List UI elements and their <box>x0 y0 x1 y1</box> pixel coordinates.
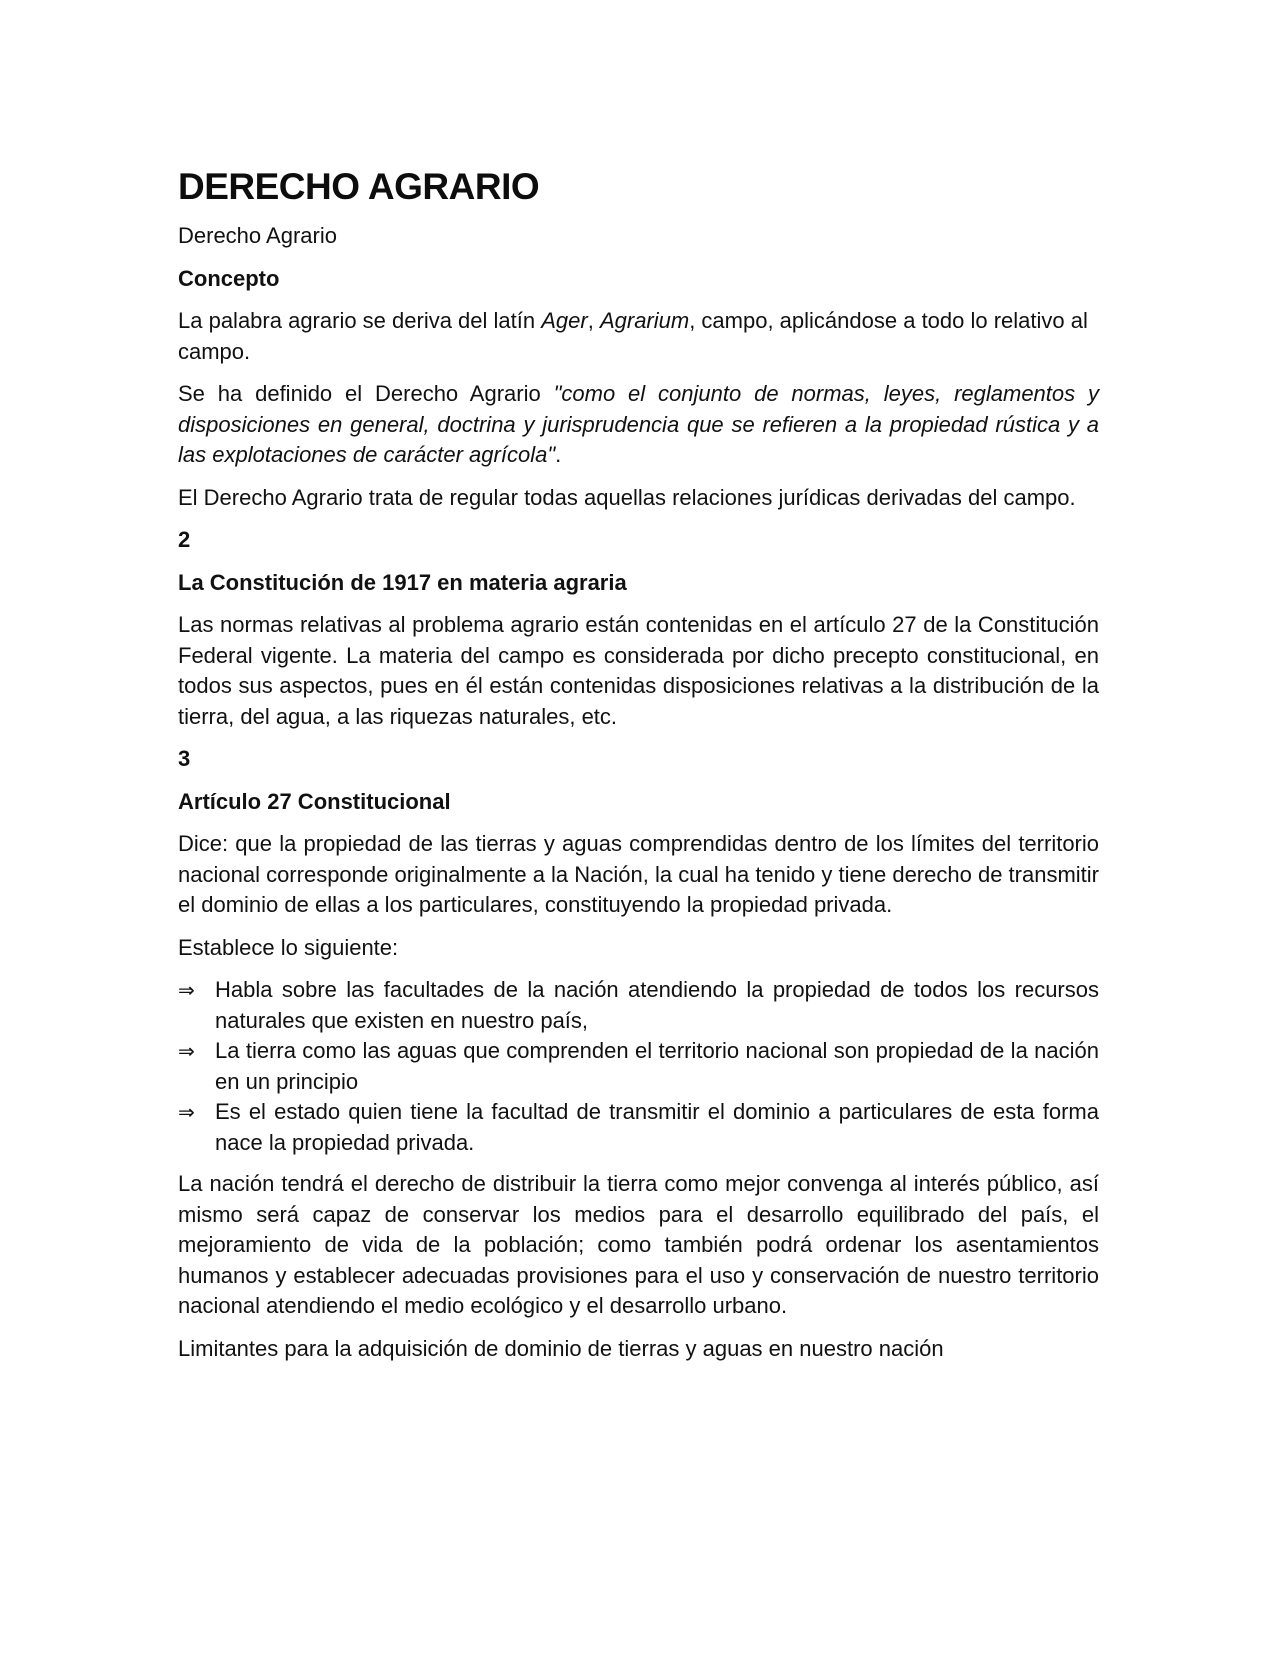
articulo-paragraph: Dice: que la propiedad de las tierras y aguas comprendidas dentro de los límites del territorio nacional corresponde originalmente a la Nación, la cual ha tenido y tiene derecho de transmitir el dominio de ellas a los particulares, constituyendo la propiedad privada. <box>178 831 1099 917</box>
regulation-paragraph: El Derecho Agrario trata de regular todas aquellas relaciones jurídicas derivadas del campo. <box>178 484 1076 510</box>
concepto-heading: Concepto <box>178 265 280 291</box>
concepto-paragraph: La palabra agrario se deriva del latín Ager, Agrarium, campo, aplicándose a todo lo relativo al campo. <box>178 308 1088 364</box>
limitantes-paragraph: Limitantes para la adquisición de dominio de tierras y aguas en nuestro nación <box>178 1335 944 1361</box>
document-title: DERECHO AGRARIO <box>178 166 540 207</box>
constitucion-paragraph: Las normas relativas al problema agrario están contenidas en el artículo 27 de la Constitución Federal vigente. La materia del campo es considerada por dicho precepto constitucional, en todos sus aspectos, pues en él están contenidas disposiciones relativas a la distribución de la tierra, del agua, a las riquezas naturales, etc. <box>178 612 1099 729</box>
nacion-paragraph: La nación tendrá el derecho de distribuir la tierra como mejor convenga al interés público, así mismo será capaz de conservar los medios para el desarrollo equilibrado del país, el mejoramiento de vida de la población; como también podrá ordenar los asentamientos humanos y establecer adecuadas provisiones para el uso y conservación de nuestro territorio nacional atendiendo el medio ecológico y el desarrollo urbano. <box>178 1171 1099 1318</box>
double-arrow-icon: ⇒ <box>178 1100 195 1124</box>
definition-paragraph: Se ha definido el Derecho Agrario "como el conjunto de normas, leyes, reglamentos y disposiciones en general, doctrina y jurisprudencia que se refieren a la propiedad rústica y a las explotaciones de carácter agrícola". <box>178 381 1099 467</box>
constitucion-heading: La Constitución de 1917 en materia agraria <box>178 569 627 595</box>
subtitle: Derecho Agrario <box>178 223 337 248</box>
section-number-3: 3 <box>178 746 191 771</box>
list-item: ⇒ La tierra como las aguas que comprenden el territorio nacional son propiedad de la nación en un principio <box>178 1038 1099 1094</box>
double-arrow-icon: ⇒ <box>178 978 195 1002</box>
list-item: ⇒ Es el estado quien tiene la facultad de transmitir el dominio a particulares de esta forma nace la propiedad privada. <box>178 1099 1099 1155</box>
list-item: ⇒ Habla sobre las facultades de la nación atendiendo la propiedad de todos los recursos naturales que existen en nuestro país, <box>178 977 1099 1033</box>
articulo-heading: Artículo 27 Constitucional <box>178 788 451 814</box>
establece-paragraph: Establece lo siguiente: <box>178 934 399 960</box>
double-arrow-icon: ⇒ <box>178 1039 195 1063</box>
arrow-list <box>178 975 1099 1158</box>
section-number-2: 2 <box>178 527 191 552</box>
